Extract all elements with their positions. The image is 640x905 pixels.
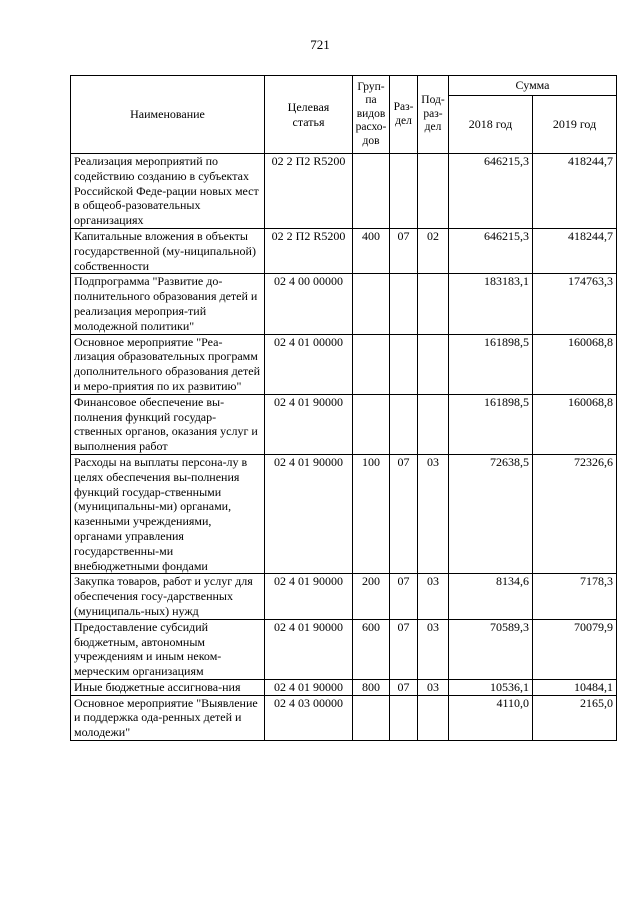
row-name-cell: Закупка товаров, работ и услуг для обеспечения госу-дарственных (муниципаль-ных) нужд — [71, 574, 265, 619]
table-row — [71, 695, 617, 740]
row-expense-group-cell — [353, 695, 390, 740]
row-section-cell: 07 — [390, 574, 418, 619]
header-expense-group: Груп-па видов расхо-дов — [353, 76, 390, 154]
row-sum-2018-cell: 646215,3 — [449, 154, 533, 229]
row-expense-group-cell: 600 — [353, 619, 390, 679]
row-subsection-cell: 03 — [418, 574, 449, 619]
table-row — [71, 154, 617, 229]
row-sum-2019-cell: 2165,0 — [533, 695, 617, 740]
row-expense-group-cell — [353, 334, 390, 394]
row-sum-2018-cell: 183183,1 — [449, 274, 533, 334]
row-sum-2018-cell: 4110,0 — [449, 695, 533, 740]
row-sum-2019-cell: 10484,1 — [533, 679, 617, 695]
row-section-cell — [390, 394, 418, 454]
row-name-cell: Капитальные вложения в объекты государственной (му-ниципальной) собственности — [71, 228, 265, 273]
row-subsection-cell — [418, 394, 449, 454]
row-subsection-cell — [418, 274, 449, 334]
row-subsection-cell — [418, 154, 449, 229]
budget-table — [70, 75, 617, 741]
row-expense-group-cell — [353, 274, 390, 334]
row-sum-2019-cell: 160068,8 — [533, 334, 617, 394]
table-row — [71, 454, 617, 573]
row-section-cell — [390, 274, 418, 334]
row-target-article-cell: 02 2 П2 R5200 — [265, 154, 353, 229]
row-sum-2018-cell: 646215,3 — [449, 228, 533, 273]
row-sum-2018-cell: 70589,3 — [449, 619, 533, 679]
row-section-cell — [390, 334, 418, 394]
row-expense-group-cell: 200 — [353, 574, 390, 619]
row-sum-2019-cell: 72326,6 — [533, 454, 617, 573]
row-section-cell — [390, 695, 418, 740]
row-sum-2018-cell: 72638,5 — [449, 454, 533, 573]
header-subsection: Под-раз-дел — [418, 76, 449, 154]
row-subsection-cell: 03 — [418, 679, 449, 695]
table-row — [71, 574, 617, 619]
table-body — [71, 154, 617, 741]
row-expense-group-cell: 100 — [353, 454, 390, 573]
row-name-cell: Предоставление субсидий бюджетным, автономным учреждениям и иным неком-мерческим организациям — [71, 619, 265, 679]
row-name-cell: Реализация мероприятий по содействию созданию в субъектах Российской Феде-рации новых мест в общеоб-разовательных организациях — [71, 154, 265, 229]
row-sum-2019-cell: 70079,9 — [533, 619, 617, 679]
row-target-article-cell: 02 4 01 00000 — [265, 334, 353, 394]
row-subsection-cell — [418, 695, 449, 740]
row-sum-2019-cell: 418244,7 — [533, 228, 617, 273]
row-sum-2019-cell: 160068,8 — [533, 394, 617, 454]
row-target-article-cell: 02 2 П2 R5200 — [265, 228, 353, 273]
row-section-cell — [390, 154, 418, 229]
header-year-2018: 2018 год — [449, 96, 533, 154]
row-section-cell: 07 — [390, 228, 418, 273]
row-name-cell: Основное мероприятие "Выявление и поддержка ода-ренных детей и молодежи" — [71, 695, 265, 740]
table-row — [71, 619, 617, 679]
row-sum-2018-cell: 10536,1 — [449, 679, 533, 695]
row-expense-group-cell — [353, 394, 390, 454]
row-name-cell: Основное мероприятие "Реа-лизация образовательных программ дополнительного образования детей и меро-приятия по их развитию" — [71, 334, 265, 394]
row-expense-group-cell: 800 — [353, 679, 390, 695]
row-sum-2019-cell: 7178,3 — [533, 574, 617, 619]
table-row — [71, 274, 617, 334]
row-sum-2019-cell: 174763,3 — [533, 274, 617, 334]
row-target-article-cell: 02 4 01 90000 — [265, 679, 353, 695]
page-number: 721 — [310, 37, 330, 52]
row-section-cell: 07 — [390, 619, 418, 679]
row-sum-2019-cell: 418244,7 — [533, 154, 617, 229]
table-row — [71, 394, 617, 454]
row-name-cell: Расходы на выплаты персона-лу в целях обеспечения вы-полнения функций государ-ственными (муниципальны-ми) органами, казенными учреждениями, органами управления государственны-ми внебюджетными фондами — [71, 454, 265, 573]
row-sum-2018-cell: 161898,5 — [449, 394, 533, 454]
row-subsection-cell: 03 — [418, 454, 449, 573]
row-target-article-cell: 02 4 01 90000 — [265, 454, 353, 573]
row-target-article-cell: 02 4 01 90000 — [265, 574, 353, 619]
row-expense-group-cell: 400 — [353, 228, 390, 273]
row-name-cell: Подпрограмма "Развитие до-полнительного образования детей и реализация мероприя-тий молодежной политики" — [71, 274, 265, 334]
row-section-cell: 07 — [390, 679, 418, 695]
table-row — [71, 679, 617, 695]
row-subsection-cell: 02 — [418, 228, 449, 273]
row-target-article-cell: 02 4 03 00000 — [265, 695, 353, 740]
row-sum-2018-cell: 161898,5 — [449, 334, 533, 394]
header-name: Наименование — [71, 76, 265, 154]
row-name-cell: Финансовое обеспечение вы-полнения функций государ-ственных органов, оказания услуг и выполнения работ — [71, 394, 265, 454]
row-section-cell: 07 — [390, 454, 418, 573]
row-sum-2018-cell: 8134,6 — [449, 574, 533, 619]
row-expense-group-cell — [353, 154, 390, 229]
table-row — [71, 228, 617, 273]
row-target-article-cell: 02 4 00 00000 — [265, 274, 353, 334]
header-year-2019: 2019 год — [533, 96, 617, 154]
header-target-article: Целевая статья — [265, 76, 353, 154]
row-subsection-cell — [418, 334, 449, 394]
header-section: Раз-дел — [390, 76, 418, 154]
row-target-article-cell: 02 4 01 90000 — [265, 394, 353, 454]
table-header — [71, 76, 617, 154]
row-subsection-cell: 03 — [418, 619, 449, 679]
header-sum: Сумма — [449, 76, 617, 96]
row-target-article-cell: 02 4 01 90000 — [265, 619, 353, 679]
row-name-cell: Иные бюджетные ассигнова-ния — [71, 679, 265, 695]
table-row — [71, 334, 617, 394]
